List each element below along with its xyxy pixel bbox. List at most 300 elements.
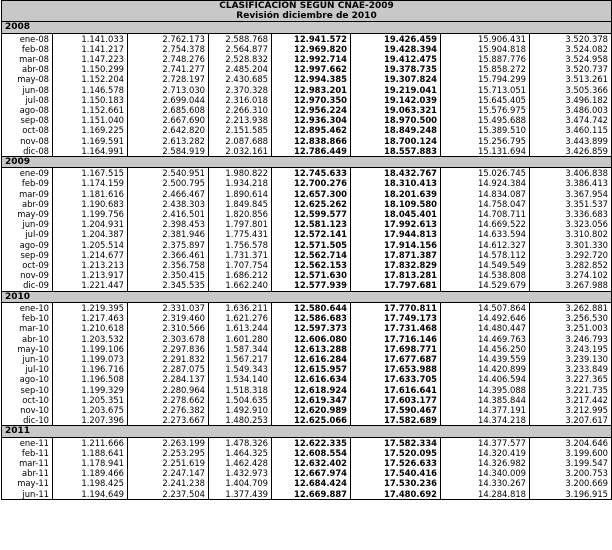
value-cell: 1.167.515 xyxy=(53,168,128,179)
value-cell: 14.924.384 xyxy=(441,178,530,188)
value-cell: 1.219.395 xyxy=(53,302,128,313)
value-cell: 3.267.988 xyxy=(530,280,612,291)
value-cell: 3.243.195 xyxy=(530,344,612,354)
value-cell: 12.580.644 xyxy=(272,302,351,313)
month-label: abr-10 xyxy=(2,334,53,344)
value-cell: 15.389.510 xyxy=(441,125,530,135)
value-cell: 12.571.630 xyxy=(272,270,351,280)
value-cell: 3.496.182 xyxy=(530,95,612,105)
value-cell: 2.485.204 xyxy=(209,64,272,74)
month-label: abr-11 xyxy=(2,468,53,478)
value-cell: 19.426.459 xyxy=(351,33,441,44)
month-label: ene-10 xyxy=(2,302,53,313)
value-cell: 2.741.277 xyxy=(128,64,209,74)
value-cell: 17.677.687 xyxy=(351,354,441,364)
value-cell: 1.169.225 xyxy=(53,125,128,135)
value-cell: 12.615.957 xyxy=(272,364,351,374)
value-cell: 12.745.633 xyxy=(272,168,351,179)
value-cell: 1.480.253 xyxy=(209,415,272,426)
year-label: 2011 xyxy=(2,426,612,437)
value-cell: 2.713.030 xyxy=(128,85,209,95)
value-cell: 12.606.080 xyxy=(272,334,351,344)
value-cell: 3.200.753 xyxy=(530,468,612,478)
value-cell: 2.266.310 xyxy=(209,105,272,115)
value-cell: 2.667.690 xyxy=(128,115,209,125)
value-cell: 17.813.281 xyxy=(351,270,441,280)
value-cell: 12.616.284 xyxy=(272,354,351,364)
value-cell: 2.345.535 xyxy=(128,280,209,291)
month-label: ago-10 xyxy=(2,374,53,384)
value-cell: 1.504.635 xyxy=(209,395,272,405)
value-cell: 1.432.973 xyxy=(209,468,272,478)
value-cell: 18.849.248 xyxy=(351,125,441,135)
value-cell: 1.980.822 xyxy=(209,168,272,179)
value-cell: 12.657.300 xyxy=(272,189,351,199)
value-cell: 14.320.419 xyxy=(441,448,530,458)
value-cell: 1.207.396 xyxy=(53,415,128,426)
value-cell: 1.204.931 xyxy=(53,219,128,229)
value-cell: 14.507.864 xyxy=(441,302,530,313)
month-label: jun-10 xyxy=(2,354,53,364)
value-cell: 2.263.199 xyxy=(128,437,209,448)
value-cell: 1.151.040 xyxy=(53,115,128,125)
value-cell: 17.582.334 xyxy=(351,437,441,448)
value-cell: 12.969.820 xyxy=(272,44,351,54)
month-label: may-09 xyxy=(2,209,53,219)
table-row xyxy=(2,374,612,384)
value-cell: 14.538.808 xyxy=(441,270,530,280)
table-row xyxy=(2,178,612,188)
table-row xyxy=(2,354,612,364)
value-cell: 12.620.989 xyxy=(272,405,351,415)
value-cell: 3.292.720 xyxy=(530,250,612,260)
value-cell: 2.528.832 xyxy=(209,54,272,64)
value-cell: 3.282.852 xyxy=(530,260,612,270)
value-cell: 2.284.137 xyxy=(128,374,209,384)
value-cell: 12.895.462 xyxy=(272,125,351,135)
value-cell: 2.331.037 xyxy=(128,302,209,313)
value-cell: 14.480.447 xyxy=(441,323,530,333)
value-cell: 2.728.197 xyxy=(128,74,209,84)
value-cell: 3.351.537 xyxy=(530,199,612,209)
table-row xyxy=(2,105,612,115)
value-cell: 3.246.793 xyxy=(530,334,612,344)
value-cell: 12.970.350 xyxy=(272,95,351,105)
value-cell: 1.147.223 xyxy=(53,54,128,64)
value-cell: 14.326.982 xyxy=(441,458,530,468)
value-cell: 3.460.115 xyxy=(530,125,612,135)
value-cell: 12.586.683 xyxy=(272,313,351,323)
value-cell: 1.150.299 xyxy=(53,64,128,74)
month-label: feb-08 xyxy=(2,44,53,54)
value-cell: 12.669.887 xyxy=(272,489,351,500)
value-cell: 2.151.585 xyxy=(209,125,272,135)
value-cell: 15.131.694 xyxy=(441,146,530,157)
value-cell: 1.756.578 xyxy=(209,240,272,250)
value-cell: 3.233.849 xyxy=(530,364,612,374)
value-cell: 1.636.211 xyxy=(209,302,272,313)
value-cell: 1.377.439 xyxy=(209,489,272,500)
table-row xyxy=(2,199,612,209)
value-cell: 14.708.711 xyxy=(441,209,530,219)
value-cell: 2.280.964 xyxy=(128,385,209,395)
value-cell: 2.685.608 xyxy=(128,105,209,115)
value-cell: 12.622.335 xyxy=(272,437,351,448)
value-cell: 14.633.594 xyxy=(441,229,530,239)
month-label: nov-08 xyxy=(2,136,53,146)
value-cell: 1.934.218 xyxy=(209,178,272,188)
value-cell: 15.495.688 xyxy=(441,115,530,125)
value-cell: 1.686.212 xyxy=(209,270,272,280)
value-cell: 12.936.304 xyxy=(272,115,351,125)
value-cell: 3.505.366 xyxy=(530,85,612,95)
value-cell: 2.251.619 xyxy=(128,458,209,468)
value-cell: 17.633.705 xyxy=(351,374,441,384)
value-cell: 1.213.213 xyxy=(53,260,128,270)
value-cell: 17.616.641 xyxy=(351,385,441,395)
value-cell: 14.578.112 xyxy=(441,250,530,260)
table-row xyxy=(2,395,612,405)
value-cell: 1.141.033 xyxy=(53,33,128,44)
value-cell: 2.303.678 xyxy=(128,334,209,344)
month-label: dic-10 xyxy=(2,415,53,426)
value-cell: 15.645.405 xyxy=(441,95,530,105)
value-cell: 1.518.318 xyxy=(209,385,272,395)
value-cell: 1.203.675 xyxy=(53,405,128,415)
value-cell: 2.398.453 xyxy=(128,219,209,229)
table-row xyxy=(2,260,612,270)
value-cell: 1.196.716 xyxy=(53,364,128,374)
value-cell: 18.432.767 xyxy=(351,168,441,179)
value-cell: 2.273.667 xyxy=(128,415,209,426)
value-cell: 18.201.639 xyxy=(351,189,441,199)
month-label: ene-11 xyxy=(2,437,53,448)
value-cell: 1.194.649 xyxy=(53,489,128,500)
value-cell: 17.653.988 xyxy=(351,364,441,374)
value-cell: 14.395.088 xyxy=(441,385,530,395)
month-label: feb-09 xyxy=(2,178,53,188)
value-cell: 2.416.501 xyxy=(128,209,209,219)
year-label: 2009 xyxy=(2,157,612,168)
value-cell: 17.914.156 xyxy=(351,240,441,250)
value-cell: 2.297.836 xyxy=(128,344,209,354)
value-cell: 17.582.689 xyxy=(351,415,441,426)
value-cell: 1.621.276 xyxy=(209,313,272,323)
value-cell: 2.278.662 xyxy=(128,395,209,405)
value-cell: 15.256.795 xyxy=(441,136,530,146)
month-label: sep-10 xyxy=(2,385,53,395)
value-cell: 3.204.646 xyxy=(530,437,612,448)
value-cell: 1.464.325 xyxy=(209,448,272,458)
value-cell: 2.366.461 xyxy=(128,250,209,260)
value-cell: 3.200.669 xyxy=(530,478,612,488)
table-row xyxy=(2,146,612,157)
value-cell: 14.612.327 xyxy=(441,240,530,250)
value-cell: 15.887.776 xyxy=(441,54,530,64)
value-cell: 1.662.240 xyxy=(209,280,272,291)
value-cell: 12.667.974 xyxy=(272,468,351,478)
value-cell: 14.549.549 xyxy=(441,260,530,270)
table-row xyxy=(2,280,612,291)
value-cell: 14.374.218 xyxy=(441,415,530,426)
table-row xyxy=(2,64,612,74)
value-cell: 15.858.272 xyxy=(441,64,530,74)
month-label: oct-09 xyxy=(2,260,53,270)
value-cell: 2.319.460 xyxy=(128,313,209,323)
value-cell: 19.142.039 xyxy=(351,95,441,105)
value-cell: 17.832.829 xyxy=(351,260,441,270)
value-cell: 3.524.082 xyxy=(530,44,612,54)
value-cell: 1.174.159 xyxy=(53,178,128,188)
table-row xyxy=(2,344,612,354)
table-row xyxy=(2,250,612,260)
value-cell: 1.613.244 xyxy=(209,323,272,333)
month-label: ene-08 xyxy=(2,33,53,44)
value-cell: 1.731.371 xyxy=(209,250,272,260)
value-cell: 1.199.073 xyxy=(53,354,128,364)
month-label: may-10 xyxy=(2,344,53,354)
table-row xyxy=(2,95,612,105)
month-label: ago-08 xyxy=(2,105,53,115)
table-row xyxy=(2,44,612,54)
value-cell: 3.367.954 xyxy=(530,189,612,199)
value-cell: 2.438.303 xyxy=(128,199,209,209)
value-cell: 17.716.146 xyxy=(351,334,441,344)
value-cell: 2.748.276 xyxy=(128,54,209,64)
value-cell: 2.247.147 xyxy=(128,468,209,478)
value-cell: 12.994.385 xyxy=(272,74,351,84)
value-cell: 14.529.679 xyxy=(441,280,530,291)
value-cell: 12.625.262 xyxy=(272,199,351,209)
value-cell: 1.178.941 xyxy=(53,458,128,468)
value-cell: 1.849.845 xyxy=(209,199,272,209)
value-cell: 2.762.173 xyxy=(128,33,209,44)
month-label: oct-10 xyxy=(2,395,53,405)
value-cell: 3.336.683 xyxy=(530,209,612,219)
year-label: 2010 xyxy=(2,291,612,302)
month-label: jul-08 xyxy=(2,95,53,105)
value-cell: 17.526.633 xyxy=(351,458,441,468)
value-cell: 12.608.554 xyxy=(272,448,351,458)
table-row xyxy=(2,219,612,229)
value-cell: 19.063.321 xyxy=(351,105,441,115)
table-row xyxy=(2,458,612,468)
value-cell: 12.562.153 xyxy=(272,260,351,270)
value-cell: 1.199.329 xyxy=(53,385,128,395)
value-cell: 1.549.343 xyxy=(209,364,272,374)
value-cell: 2.430.685 xyxy=(209,74,272,84)
table-row xyxy=(2,229,612,239)
value-cell: 14.758.047 xyxy=(441,199,530,209)
value-cell: 3.227.365 xyxy=(530,374,612,384)
value-cell: 12.941.572 xyxy=(272,33,351,44)
value-cell: 14.406.594 xyxy=(441,374,530,384)
table-row xyxy=(2,385,612,395)
value-cell: 1.188.641 xyxy=(53,448,128,458)
value-cell: 17.731.468 xyxy=(351,323,441,333)
value-cell: 12.613.288 xyxy=(272,344,351,354)
value-cell: 12.997.662 xyxy=(272,64,351,74)
table-row xyxy=(2,240,612,250)
value-cell: 1.190.683 xyxy=(53,199,128,209)
year-header-row xyxy=(2,22,612,33)
value-cell: 2.241.238 xyxy=(128,478,209,488)
value-cell: 15.906.431 xyxy=(441,33,530,44)
value-cell: 3.443.899 xyxy=(530,136,612,146)
month-label: oct-08 xyxy=(2,125,53,135)
value-cell: 2.584.919 xyxy=(128,146,209,157)
table-row xyxy=(2,136,612,146)
year-header-row xyxy=(2,157,612,168)
value-cell: 17.992.613 xyxy=(351,219,441,229)
value-cell: 3.323.056 xyxy=(530,219,612,229)
value-cell: 1.189.466 xyxy=(53,468,128,478)
value-cell: 2.564.877 xyxy=(209,44,272,54)
value-cell: 1.462.428 xyxy=(209,458,272,468)
month-label: may-11 xyxy=(2,478,53,488)
value-cell: 17.749.173 xyxy=(351,313,441,323)
value-cell: 1.152.204 xyxy=(53,74,128,84)
value-cell: 17.540.416 xyxy=(351,468,441,478)
value-cell: 3.239.130 xyxy=(530,354,612,364)
month-label: may-08 xyxy=(2,74,53,84)
value-cell: 1.152.661 xyxy=(53,105,128,115)
value-cell: 14.469.763 xyxy=(441,334,530,344)
month-label: jun-11 xyxy=(2,489,53,500)
value-cell: 2.370.328 xyxy=(209,85,272,95)
value-cell: 18.045.401 xyxy=(351,209,441,219)
value-cell: 2.540.951 xyxy=(128,168,209,179)
month-label: jul-09 xyxy=(2,229,53,239)
value-cell: 3.310.802 xyxy=(530,229,612,239)
value-cell: 2.032.161 xyxy=(209,146,272,157)
value-cell: 15.904.818 xyxy=(441,44,530,54)
value-cell: 12.786.449 xyxy=(272,146,351,157)
value-cell: 2.213.938 xyxy=(209,115,272,125)
table-row xyxy=(2,189,612,199)
value-cell: 12.616.634 xyxy=(272,374,351,384)
value-cell: 1.199.756 xyxy=(53,209,128,219)
value-cell: 3.251.003 xyxy=(530,323,612,333)
month-label: mar-08 xyxy=(2,54,53,64)
value-cell: 14.420.899 xyxy=(441,364,530,374)
month-label: mar-10 xyxy=(2,323,53,333)
table-row xyxy=(2,74,612,84)
value-cell: 12.599.577 xyxy=(272,209,351,219)
value-cell: 15.576.975 xyxy=(441,105,530,115)
month-label: ene-09 xyxy=(2,168,53,179)
month-label: dic-08 xyxy=(2,146,53,157)
value-cell: 18.970.500 xyxy=(351,115,441,125)
value-cell: 19.412.475 xyxy=(351,54,441,64)
table-row xyxy=(2,270,612,280)
table-title: CLASIFICACION SEGUN CNAE-2009 xyxy=(2,1,612,12)
value-cell: 18.109.580 xyxy=(351,199,441,209)
value-cell: 2.287.075 xyxy=(128,364,209,374)
month-label: jul-10 xyxy=(2,364,53,374)
value-cell: 1.534.140 xyxy=(209,374,272,384)
value-cell: 14.669.522 xyxy=(441,219,530,229)
table-row xyxy=(2,415,612,426)
value-cell: 12.983.201 xyxy=(272,85,351,95)
value-cell: 3.196.915 xyxy=(530,489,612,500)
table-row xyxy=(2,323,612,333)
value-cell: 1.164.991 xyxy=(53,146,128,157)
value-cell: 3.524.958 xyxy=(530,54,612,64)
value-cell: 12.581.123 xyxy=(272,219,351,229)
value-cell: 1.820.856 xyxy=(209,209,272,219)
value-cell: 12.838.866 xyxy=(272,136,351,146)
month-label: abr-09 xyxy=(2,199,53,209)
value-cell: 3.207.617 xyxy=(530,415,612,426)
value-cell: 2.316.018 xyxy=(209,95,272,105)
year-header-row xyxy=(2,291,612,302)
value-cell: 3.520.737 xyxy=(530,64,612,74)
value-cell: 1.707.754 xyxy=(209,260,272,270)
value-cell: 1.205.514 xyxy=(53,240,128,250)
value-cell: 1.210.618 xyxy=(53,323,128,333)
value-cell: 19.378.735 xyxy=(351,64,441,74)
value-cell: 1.211.666 xyxy=(53,437,128,448)
value-cell: 1.221.447 xyxy=(53,280,128,291)
month-label: jun-09 xyxy=(2,219,53,229)
cnae-table xyxy=(1,0,612,500)
value-cell: 15.026.745 xyxy=(441,168,530,179)
value-cell: 2.642.820 xyxy=(128,125,209,135)
value-cell: 17.520.095 xyxy=(351,448,441,458)
table-row xyxy=(2,437,612,448)
value-cell: 1.198.425 xyxy=(53,478,128,488)
value-cell: 3.212.995 xyxy=(530,405,612,415)
value-cell: 1.199.106 xyxy=(53,344,128,354)
table-row xyxy=(2,209,612,219)
value-cell: 1.150.183 xyxy=(53,95,128,105)
value-cell: 3.199.547 xyxy=(530,458,612,468)
month-label: nov-10 xyxy=(2,405,53,415)
value-cell: 12.700.276 xyxy=(272,178,351,188)
value-cell: 14.377.191 xyxy=(441,405,530,415)
table-row xyxy=(2,85,612,95)
table-row xyxy=(2,115,612,125)
value-cell: 1.196.508 xyxy=(53,374,128,384)
value-cell: 3.199.600 xyxy=(530,448,612,458)
value-cell: 1.141.217 xyxy=(53,44,128,54)
month-label: feb-10 xyxy=(2,313,53,323)
value-cell: 1.213.917 xyxy=(53,270,128,280)
value-cell: 3.474.742 xyxy=(530,115,612,125)
table-row xyxy=(2,334,612,344)
value-cell: 15.794.299 xyxy=(441,74,530,84)
value-cell: 1.478.326 xyxy=(209,437,272,448)
value-cell: 1.601.280 xyxy=(209,334,272,344)
value-cell: 2.613.282 xyxy=(128,136,209,146)
value-cell: 2.087.688 xyxy=(209,136,272,146)
value-cell: 14.340.009 xyxy=(441,468,530,478)
value-cell: 1.181.616 xyxy=(53,189,128,199)
value-cell: 14.492.646 xyxy=(441,313,530,323)
value-cell: 17.530.236 xyxy=(351,478,441,488)
value-cell: 14.385.844 xyxy=(441,395,530,405)
month-label: abr-08 xyxy=(2,64,53,74)
value-cell: 19.428.394 xyxy=(351,44,441,54)
value-cell: 18.700.124 xyxy=(351,136,441,146)
value-cell: 17.871.387 xyxy=(351,250,441,260)
table-row xyxy=(2,168,612,179)
value-cell: 1.567.217 xyxy=(209,354,272,364)
value-cell: 12.632.402 xyxy=(272,458,351,468)
value-cell: 2.276.382 xyxy=(128,405,209,415)
value-cell: 12.619.347 xyxy=(272,395,351,405)
